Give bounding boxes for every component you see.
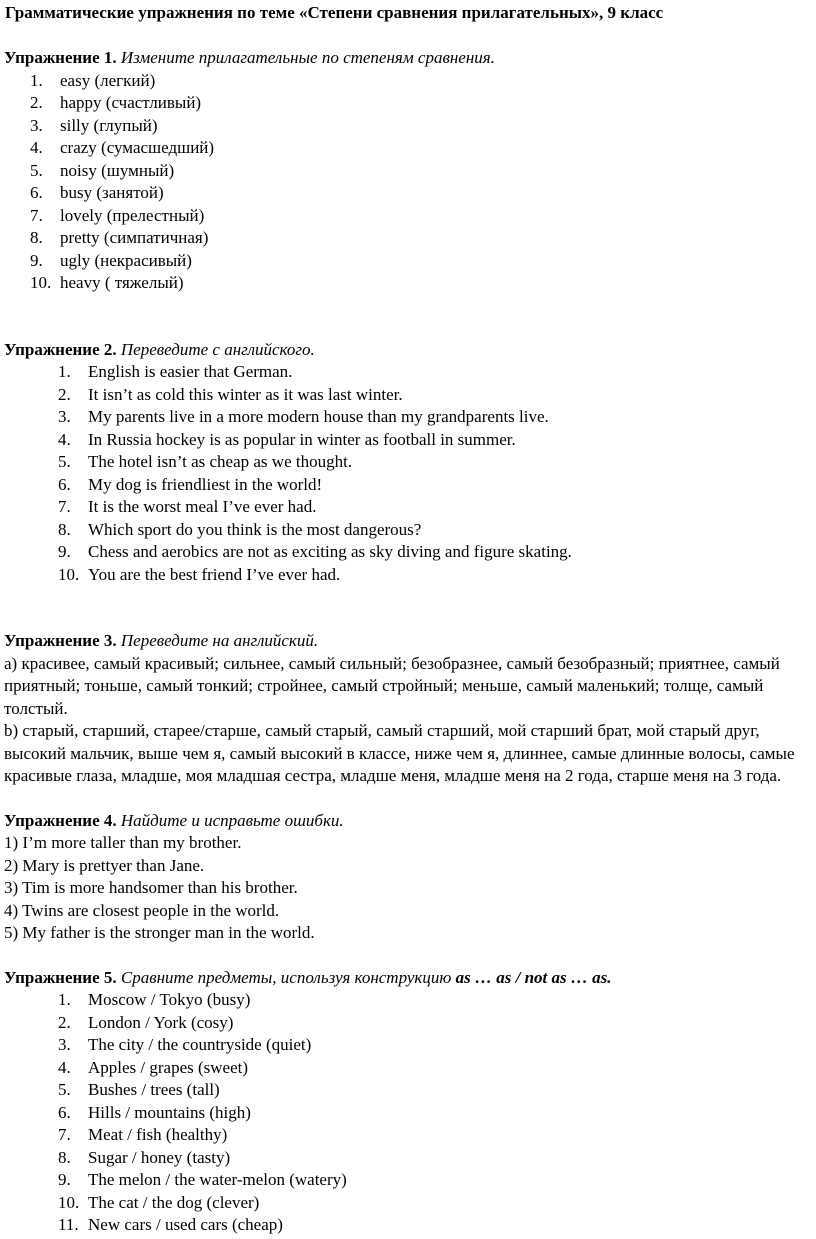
- list-item-text: busy (занятой): [60, 183, 164, 202]
- spacer: [4, 586, 812, 630]
- exercise-2: [4, 339, 812, 587]
- list-item-text: noisy (шумный): [60, 160, 175, 180]
- list-item-text: The city / the countryside (quiet): [88, 1035, 312, 1054]
- list-item: [4, 384, 812, 407]
- list-item: [4, 1012, 812, 1035]
- list-item-text: Meat / fish (healthy): [88, 1125, 228, 1144]
- list-item-text: Moscow / Tokyo (busy): [88, 990, 251, 1009]
- list-item-text: Chess and aerobics are not as exciting as sky diving and figure skating.: [88, 542, 572, 561]
- list-item: [4, 137, 812, 160]
- list-item-text: ugly (некрасивый): [60, 250, 192, 270]
- list-item: [4, 451, 812, 474]
- exercise-2-label: Упражнение 2.: [4, 339, 117, 359]
- list-item-number: 2.: [58, 1012, 71, 1032]
- list-item-number: 9.: [30, 250, 43, 270]
- list-item-text: My parents live in a more modern house than my grandparents live.: [88, 407, 549, 426]
- list-item: [4, 361, 812, 384]
- list-item-text: It isn’t as cold this winter as it was last winter.: [88, 384, 403, 404]
- exercise-3-heading: [4, 630, 812, 653]
- list-item: 1) I’m more taller than my brother.: [4, 833, 242, 852]
- exercise-2-heading: [4, 339, 812, 362]
- exercise-5-construct: as … as / not as … as.: [455, 967, 612, 987]
- spacer: [4, 295, 812, 339]
- list-item: [4, 92, 812, 115]
- list-item: [4, 406, 812, 429]
- spacer: [4, 945, 812, 967]
- list-item: 2) Mary is prettyer than Jane.: [4, 855, 205, 875]
- list-item: [4, 541, 812, 564]
- list-item-number: 5.: [30, 160, 43, 180]
- list-item: [4, 160, 812, 183]
- list-item-number: 9.: [58, 1170, 71, 1189]
- list-item-number: 1.: [30, 70, 43, 90]
- list-item: [4, 496, 812, 519]
- list-item: [4, 989, 812, 1012]
- list-item-text: crazy (сумасшедший): [60, 138, 215, 157]
- list-item: 5) My father is the stronger man in the world.: [4, 923, 315, 942]
- list-item-text: New cars / used cars (cheap): [88, 1215, 283, 1234]
- list-item-text: Sugar / honey (tasty): [88, 1147, 231, 1167]
- list-item: [4, 272, 812, 295]
- exercise-3-part-a: a) красивее, самый красивый; сильнее, самый сильный; безобразнее, самый безобразный; приятнее, самый приятный; тоньше, самый тонкий; стройнее, самый стройный; меньше, самый маленький; толще, самый толстый.: [4, 653, 780, 718]
- exercise-4-task: Найдите и исправьте ошибки.: [120, 810, 344, 830]
- list-item: [4, 1214, 812, 1237]
- list-item-text: heavy ( тяжелый): [60, 273, 184, 292]
- exercise-2-task: Переведите с английского.: [120, 339, 315, 359]
- exercise-1-list: [4, 70, 812, 295]
- list-item-text: happy (счастливый): [60, 93, 202, 112]
- list-item-number: 1.: [58, 990, 71, 1009]
- list-item-text: The melon / the water-melon (watery): [88, 1170, 347, 1189]
- list-item-text: Bushes / trees (tall): [88, 1080, 220, 1099]
- exercise-1-label: Упражнение 1.: [4, 48, 117, 67]
- exercise-2-list: [4, 361, 812, 586]
- list-item-number: 7.: [58, 1125, 71, 1144]
- exercise-3-task: Переведите на английский.: [120, 631, 319, 650]
- list-item-text: silly (глупый): [60, 115, 158, 135]
- exercise-1: [4, 47, 812, 295]
- list-item: [4, 115, 812, 138]
- list-item: [4, 1057, 812, 1080]
- list-item: [4, 1102, 812, 1125]
- list-item-text: Hills / mountains (high): [88, 1102, 251, 1122]
- list-item-text: The cat / the dog (clever): [88, 1192, 260, 1212]
- document-page: [4, 2, 812, 1237]
- list-item: [4, 564, 812, 587]
- list-item-number: 6.: [30, 183, 43, 202]
- exercise-5-task: Сравните предметы, используя конструкцию: [120, 967, 452, 987]
- exercise-4-list: [4, 832, 812, 945]
- document-title: Грамматические упражнения по теме «Степени сравнения прилагательных», 9 класс: [5, 3, 664, 22]
- exercise-5-label: Упражнение 5.: [4, 967, 117, 987]
- exercise-3-part-b: b) старый, старший, старее/старше, самый старый, самый старший, мой старший брат, мой старый друг, высокий мальчик, выше чем я, самый высокий в классе, ниже чем я, длиннее, самые длинные волосы, самые красивые глаза, младше, моя младшая сестра, младше меня, младше меня на 2 года, старше меня на 3 года.: [4, 721, 795, 785]
- list-item: 4) Twins are closest people in the world.: [4, 900, 280, 920]
- list-item-text: London / York (cosy): [88, 1012, 234, 1032]
- list-item: [4, 429, 812, 452]
- list-item-text: lovely (прелестный): [60, 205, 205, 225]
- list-item: [4, 182, 812, 205]
- list-item-number: 4.: [58, 429, 71, 449]
- list-item-number: 4.: [58, 1057, 71, 1077]
- list-item: [4, 1124, 812, 1147]
- list-item: [4, 474, 812, 497]
- list-item-number: 10.: [30, 273, 52, 292]
- list-item-number: 6.: [58, 474, 71, 494]
- list-item-text: pretty (симпатичная): [60, 228, 209, 247]
- exercise-4-label: Упражнение 4.: [4, 810, 117, 830]
- list-item-number: 8.: [30, 228, 43, 247]
- list-item: [4, 1169, 812, 1192]
- list-item-number: 6.: [58, 1102, 71, 1122]
- list-item: 3) Tim is more handsomer than his brother.: [4, 878, 298, 897]
- list-item: [4, 250, 812, 273]
- list-item: [4, 1147, 812, 1170]
- exercise-5-list: [4, 989, 812, 1237]
- exercise-4-heading: [4, 810, 812, 833]
- list-item-number: 10.: [58, 564, 80, 584]
- list-item-text: The hotel isn’t as cheap as we thought.: [88, 452, 353, 471]
- exercise-5: [4, 967, 812, 1237]
- exercise-1-heading: [4, 47, 812, 70]
- list-item: [4, 1034, 812, 1057]
- list-item: [4, 519, 812, 542]
- exercise-3-label: Упражнение 3.: [4, 631, 117, 650]
- list-item-number: 8.: [58, 1147, 71, 1167]
- list-item-number: 10.: [58, 1192, 80, 1212]
- spacer: [4, 25, 812, 47]
- list-item-number: 2.: [30, 93, 43, 112]
- list-item-text: My dog is friendliest in the world!: [88, 474, 323, 494]
- list-item-number: 2.: [58, 384, 71, 404]
- exercise-4: [4, 810, 812, 945]
- list-item: [4, 227, 812, 250]
- list-item-number: 3.: [58, 407, 71, 426]
- list-item-number: 4.: [30, 138, 43, 157]
- list-item-number: 7.: [58, 497, 71, 516]
- list-item-text: Apples / grapes (sweet): [88, 1057, 249, 1077]
- list-item-text: You are the best friend I’ve ever had.: [88, 564, 341, 584]
- list-item-text: In Russia hockey is as popular in winter as football in summer.: [88, 429, 516, 449]
- list-item-number: 7.: [30, 205, 43, 225]
- list-item-number: 11.: [58, 1215, 79, 1234]
- list-item: [4, 70, 812, 93]
- exercise-1-task: Измените прилагательные по степеням сравнения.: [120, 48, 495, 67]
- list-item-text: Which sport do you think is the most dangerous?: [88, 519, 422, 539]
- list-item: [4, 1079, 812, 1102]
- list-item-number: 8.: [58, 519, 71, 539]
- list-item-text: easy (легкий): [60, 70, 156, 90]
- list-item-number: 3.: [58, 1035, 71, 1054]
- exercise-3: [4, 630, 812, 788]
- list-item-number: 1.: [58, 362, 71, 381]
- list-item: [4, 205, 812, 228]
- exercise-5-heading: [4, 967, 812, 990]
- list-item-text: English is easier that German.: [88, 362, 293, 381]
- list-item-text: It is the worst meal I’ve ever had.: [88, 497, 317, 516]
- list-item-number: 5.: [58, 1080, 71, 1099]
- spacer: [4, 788, 812, 810]
- list-item-number: 5.: [58, 452, 71, 471]
- list-item: [4, 1192, 812, 1215]
- list-item-number: 3.: [30, 115, 43, 135]
- list-item-number: 9.: [58, 542, 71, 561]
